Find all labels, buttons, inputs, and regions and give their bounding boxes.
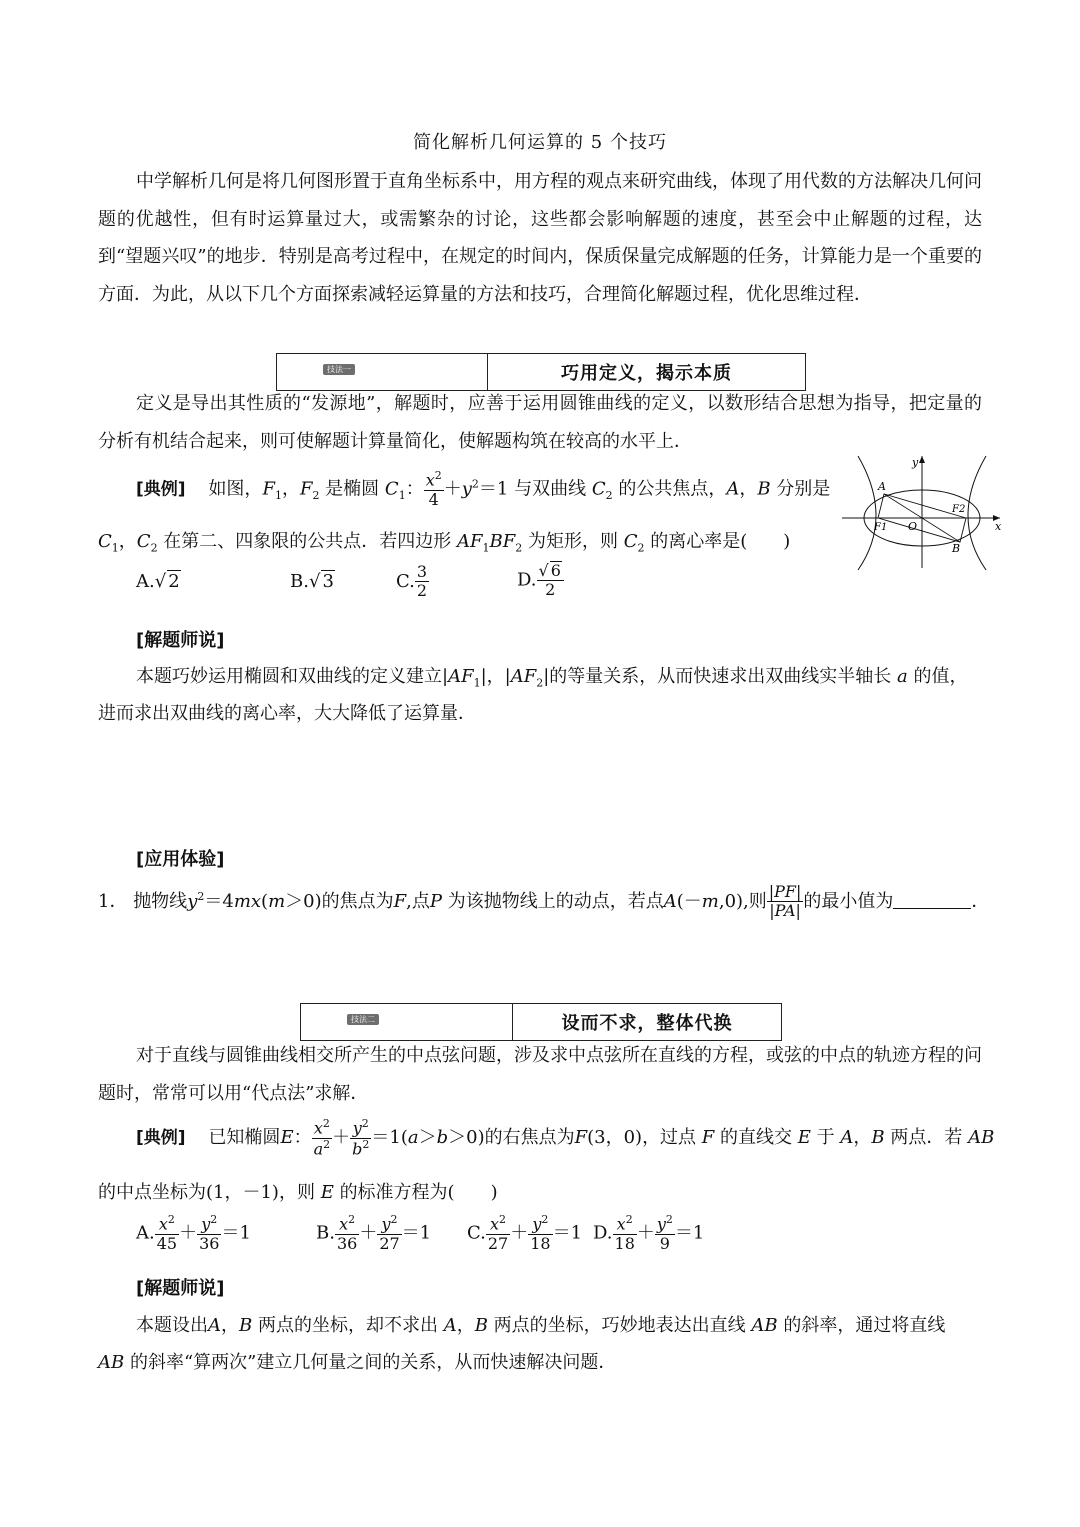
option-2a-label: A.	[136, 1222, 155, 1244]
teacher-2-line-1: 本题设出A，B 两点的坐标，却不求出 A，B 两点的坐标，巧妙地表达出直线 AB 的斜率，通过将直线	[136, 1315, 946, 1336]
teacher-1-line-2: 进而求出双曲线的离心率，大大降低了运算量．	[98, 703, 476, 724]
teacher-1-text-2: 的等量关系，从而快速求出双曲线实半轴长	[549, 666, 892, 687]
example-2-text-8: 的标准方程为( )	[339, 1182, 498, 1203]
question-1-text-6: 的最小值为	[803, 890, 894, 912]
label-f2: F2	[952, 504, 966, 515]
technique-1-heading: 巧用定义，揭示本质	[561, 363, 732, 384]
option-b-label: B.	[290, 571, 309, 592]
question-1-number: 1．	[98, 890, 128, 912]
example-1-option-b: B.√ 3	[290, 571, 334, 592]
ellipse-hyperbola-figure	[838, 452, 1006, 572]
example-1-text-5: 分别是	[776, 478, 831, 500]
example-1-line-2: $C_1$，$C_2$ 在第二、四象限的公共点．若四边形 $AF_1BF_2$ 为矩形，则 $C_2$ 的离心率是( )	[98, 531, 791, 555]
teacher-2-text-4: 的斜率，通过将直线	[783, 1315, 946, 1336]
teacher-2-text-1: 本题设出	[136, 1315, 208, 1336]
technique-2-tag: 技法二	[347, 1014, 379, 1025]
option-c-label: C.	[396, 570, 415, 592]
example-2-option-a: A. $\frac{x^2}{45}$ ＋ $\frac{y^2}{36}$ ＝1	[136, 1213, 251, 1253]
page-title: 简化解析几何运算的 5 个技巧	[413, 132, 667, 153]
answer-blank[interactable]	[893, 908, 971, 909]
example-1-text-7: 为矩形，则	[527, 531, 618, 552]
example-2-text-7: 的中点坐标为(1，－1)，则	[98, 1182, 315, 1203]
example-2-line-2: 的中点坐标为(1，－1)，则 E 的标准方程为( )	[98, 1182, 498, 1203]
label-b: B	[952, 542, 961, 555]
example-1-option-c: C. $\frac{3}{2}$	[396, 562, 428, 601]
example-2-line-1: [典例] 已知椭圆E： $\frac{x^2}{a^2}$ ＋ $\frac{y^2}{b^2}$ ＝1(a＞b＞0)的右焦点为F(3，0)，过点 F 的直线交 E 于 A，B 两点．若 AB	[136, 1117, 995, 1159]
label-f1: F1	[874, 522, 888, 533]
example-1-option-d: D. $\frac{√ 6}{2}$	[517, 561, 564, 600]
option-a-label: A.	[136, 571, 155, 592]
teacher-2-text-5: 的斜率“算两次”建立几何量之间的关系，从而快速解决问题．	[129, 1352, 617, 1373]
technique-1-description: 定义是导出其性质的“发源地”，解题时，应善于运用圆锥曲线的定义，以数形结合思想为指导，把定量的分析有机结合起来，则可使解题计算量简化，使解题构筑在较高的水平上．	[98, 393, 982, 452]
technique-2-banner	[300, 1003, 782, 1041]
example-1-line-1: [典例] 如图，$F_1$，$F_2$ 是椭圆 $C_1$： $\frac{x^2}{4}$ $+y^2=1$ 与双曲线 $C_2$ 的公共焦点，A，B 分别是	[136, 469, 831, 509]
example-2-option-d: D. $\frac{x^2}{18}$ ＋ $\frac{y^2}{9}$ ＝1	[593, 1213, 705, 1253]
question-1-end: ．	[971, 890, 990, 912]
hyperbola-right-branch	[968, 456, 986, 570]
teacher-1-text-1: 本题巧妙运用椭圆和双曲线的定义建立	[136, 666, 442, 687]
technique-2-description: 对于直线与圆锥曲线相交所产生的中点弦问题，涉及求中点弦所在直线的方程，或弦的中点的轨迹方程的问题时，常常可以用“代点法”求解．	[98, 1045, 982, 1104]
option-2d-label: D.	[593, 1222, 613, 1244]
label-y: y	[912, 456, 919, 469]
example-2-text-5: 于	[816, 1127, 835, 1149]
example-1-text-4: 的公共焦点，	[618, 478, 727, 500]
question-1-text-2: 的焦点为	[321, 890, 394, 912]
option-2b-label: B.	[316, 1222, 335, 1244]
fraction-x2-over-4: $\frac{x^2}{4}$	[425, 469, 442, 509]
technique-2-heading: 设而不求，整体代换	[561, 1013, 733, 1034]
option-d-label: D.	[517, 569, 537, 591]
example-2-text-1: 已知椭圆	[208, 1127, 281, 1149]
example-2-text-3: ，过点	[642, 1127, 697, 1149]
question-1-text-5: 则	[748, 890, 767, 912]
example-1-text-6: 在第二、四象限的公共点．若四边形	[163, 531, 452, 552]
label-x: x	[995, 520, 1002, 533]
technique-2-tag-cell	[301, 1004, 513, 1040]
teacher-2-text-2: 两点的坐标，却不求出	[257, 1315, 438, 1336]
question-1-text-1: 抛物线	[133, 890, 188, 912]
fraction-pf-over-pa: $\frac{|PF|}{|PA|}$	[768, 882, 802, 921]
practice-label: [应用体验]	[136, 849, 225, 870]
practice-question-1: 1． 抛物线$y^2=4mx(m>0)$的焦点为F,点P 为该抛物线上的动点，若点A(－m,0),则 $\frac{|PF|}{|PA|}$ 的最小值为 ．	[98, 882, 990, 921]
teacher-2-line-2: AB 的斜率“算两次”建立几何量之间的关系，从而快速解决问题．	[98, 1352, 617, 1373]
example-1-text-3: 与双曲线	[514, 478, 587, 500]
hyperbola-left-branch	[858, 456, 876, 570]
example-2-label: [典例]	[136, 1128, 186, 1149]
example-2-text-6: 两点．若	[890, 1127, 963, 1149]
label-origin: O	[908, 520, 918, 533]
label-a: A	[878, 480, 886, 493]
example-2-option-b: B. $\frac{x^2}{36}$ ＋ $\frac{y^2}{27}$ ＝1	[316, 1213, 432, 1253]
example-1-text-1: 如图，	[208, 478, 263, 500]
teacher-2-text-3: 两点的坐标，巧妙地表达出直线	[493, 1315, 746, 1336]
example-1-option-a: A.√ 2	[136, 571, 180, 592]
example-1-label: [典例]	[136, 479, 186, 500]
teacher-1-line-1: 本题巧妙运用椭圆和双曲线的定义建立$|AF_1|$，$|AF_2|$的等量关系，从而快速求出双曲线实半轴长 a 的值，	[136, 666, 968, 690]
teacher-1-text-3: 的值，	[913, 666, 968, 687]
example-2-text-2: 的右焦点为	[484, 1127, 575, 1149]
teacher-2-label: [解题师说]	[136, 1278, 225, 1299]
intro-paragraph: 中学解析几何是将几何图形置于直角坐标系中，用方程的观点来研究曲线，体现了用代数的方法解决几何问题的优越性，但有时运算量过大，或需繁杂的讨论，这些都会影响解题的速度，甚至会中止解题的过程，达到“望题兴叹”的地步．特别是高考过程中，在规定的时间内，保质保量完成解题的任务，计算能力是一个重要的方面．为此，从以下几个方面探索减轻运算量的方法和技巧，合理简化解题过程，优化思维过程．	[98, 171, 982, 305]
technique-1-tag: 技法一	[323, 364, 355, 375]
question-1-text-4: 为该抛物线上的动点，若点	[447, 890, 664, 912]
teacher-1-label: [解题师说]	[136, 630, 225, 651]
example-2-text-4: 的直线交	[720, 1127, 793, 1149]
question-1-text-3: 点	[411, 890, 430, 912]
example-2-option-c: C. $\frac{x^2}{27}$ ＋ $\frac{y^2}{18}$ ＝1	[467, 1213, 583, 1253]
example-1-text-8: 的离心率是( )	[650, 531, 791, 552]
example-1-text-2: 是椭圆	[325, 478, 380, 500]
y-axis-arrow	[919, 456, 925, 463]
option-2c-label: C.	[467, 1222, 486, 1244]
